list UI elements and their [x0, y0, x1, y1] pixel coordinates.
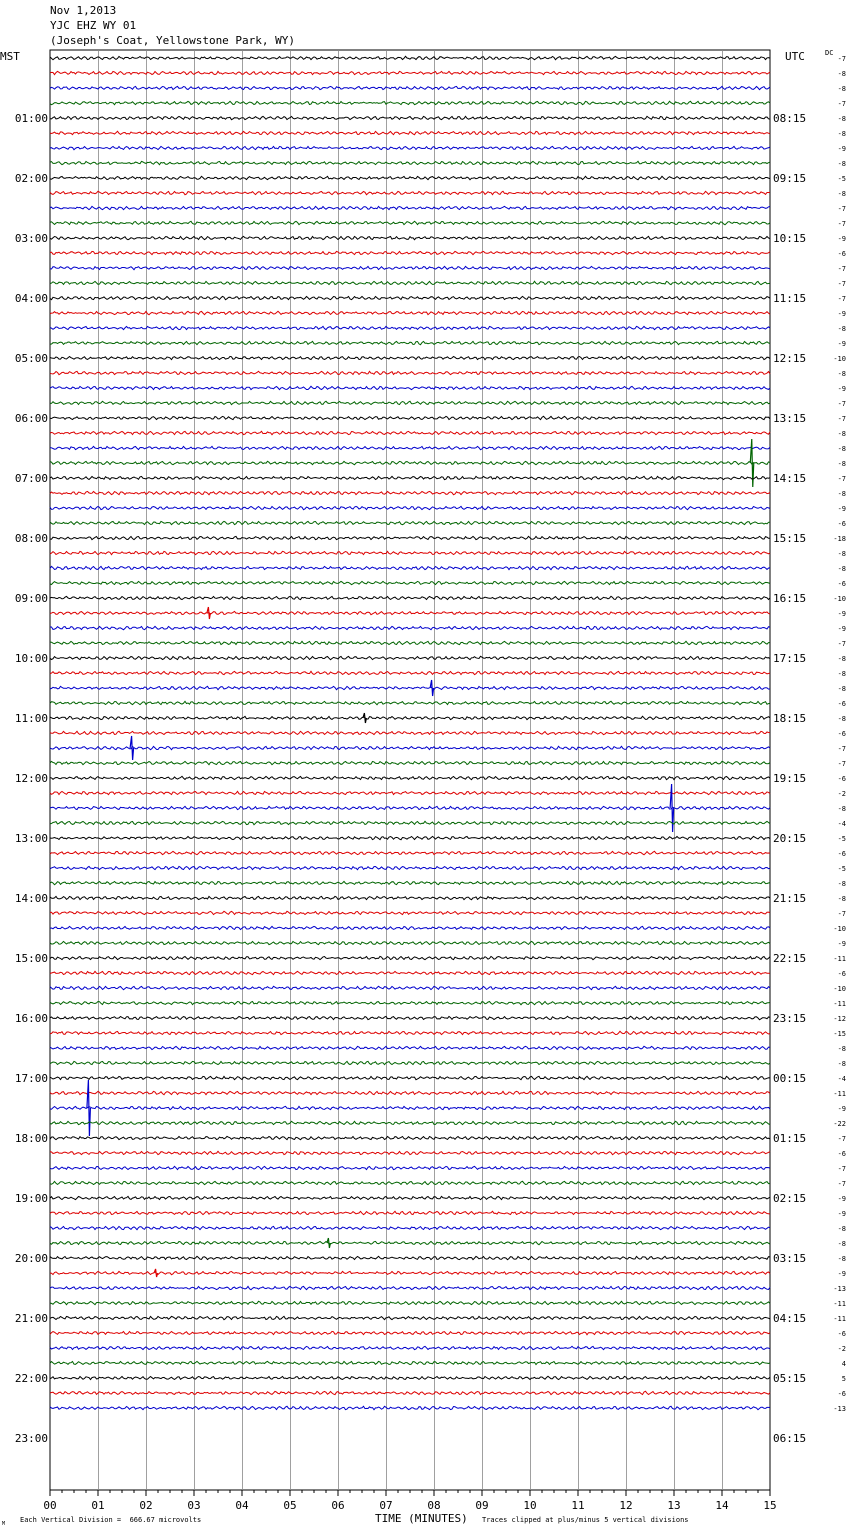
left-hour-label: 18:00 — [14, 1132, 48, 1145]
dc-offset-label: -9 — [837, 1270, 846, 1278]
right-hour-label: 12:15 — [773, 352, 807, 365]
right-hour-label: 18:15 — [773, 712, 807, 725]
event-spike — [363, 713, 367, 723]
trace-row — [50, 986, 770, 989]
trace-row — [50, 1316, 770, 1319]
dc-offset-label: -8 — [837, 460, 846, 468]
trace-row — [50, 1331, 770, 1334]
left-hour-label: 10:00 — [14, 652, 48, 665]
dc-offset-label: -9 — [837, 610, 846, 618]
dc-offset-label: -8 — [837, 490, 846, 498]
left-hour-label: 22:00 — [14, 1372, 48, 1385]
right-hour-label: 01:15 — [773, 1132, 807, 1145]
station-code: YJC EHZ WY 01 — [50, 19, 137, 32]
trace-row — [50, 671, 770, 674]
trace-row — [50, 1061, 770, 1064]
dc-offset-label: 4 — [841, 1360, 846, 1368]
right-hour-label: 23:15 — [773, 1012, 807, 1025]
dc-offset-label: -5 — [837, 835, 846, 843]
event-spike — [154, 1269, 158, 1277]
trace-row — [50, 821, 770, 824]
dc-offset-label: -2 — [837, 1345, 846, 1353]
trace-row — [50, 86, 770, 89]
dc-offset-label: 5 — [841, 1375, 846, 1383]
dc-offset-label: -6 — [837, 250, 846, 258]
trace-row — [50, 146, 770, 149]
dc-offset-label: -8 — [837, 895, 846, 903]
clip-note: Traces clipped at plus/minus 5 vertical divisions — [482, 1516, 689, 1524]
trace-row — [50, 371, 770, 374]
dc-offset-label: -6 — [837, 520, 846, 528]
dc-offset-label: -11 — [833, 1000, 846, 1008]
dc-offset-label: -7 — [837, 1180, 846, 1188]
trace-row — [50, 191, 770, 194]
dc-offset-label: -8 — [837, 1060, 846, 1068]
trace-row — [50, 941, 770, 944]
trace-row — [50, 1391, 770, 1394]
dc-offset-label: -7 — [837, 475, 846, 483]
trace-row — [50, 956, 770, 959]
x-tick-label: 00 — [43, 1499, 57, 1512]
trace-row — [50, 1136, 770, 1139]
x-tick-label: 01 — [91, 1499, 105, 1512]
scale-note: Each Vertical Division = 666.67 microvolts — [20, 1516, 202, 1524]
left-hour-label: 23:00 — [14, 1432, 48, 1445]
trace-row — [50, 1002, 770, 1005]
dc-offset-label: -9 — [837, 505, 846, 513]
dc-offset-label: -7 — [837, 910, 846, 918]
left-hour-label: 15:00 — [14, 952, 48, 965]
left-hour-label: 04:00 — [14, 292, 48, 305]
trace-row — [50, 176, 770, 179]
event-spike — [207, 607, 211, 619]
dc-offset-label: -9 — [837, 385, 846, 393]
dc-offset-label: -6 — [837, 580, 846, 588]
trace-row — [50, 71, 770, 74]
dc-offset-label: -10 — [833, 355, 846, 363]
x-tick-label: 13 — [667, 1499, 681, 1512]
trace-row — [50, 866, 770, 869]
left-hour-label: 01:00 — [14, 112, 48, 125]
dc-offset-label: -6 — [837, 1150, 846, 1158]
dc-offset-label: -10 — [833, 595, 846, 603]
trace-row — [50, 1346, 770, 1349]
dc-offset-label: -13 — [833, 1285, 846, 1293]
dc-offset-label: -6 — [837, 1390, 846, 1398]
left-hour-label: 02:00 — [14, 172, 48, 185]
dc-offset-label: -8 — [837, 685, 846, 693]
trace-row — [50, 446, 770, 449]
dc-offset-label: -9 — [837, 1105, 846, 1113]
trace-row — [50, 701, 770, 704]
trace-row — [50, 206, 770, 209]
right-hour-label: 09:15 — [773, 172, 807, 185]
dc-offset-header: DC — [825, 49, 834, 57]
dc-offset-label: -8 — [837, 85, 846, 93]
event-spike — [130, 736, 134, 760]
right-hour-label: 05:15 — [773, 1372, 807, 1385]
dc-offset-label: -22 — [833, 1120, 846, 1128]
right-hour-label: 04:15 — [773, 1312, 807, 1325]
trace-row — [50, 1241, 770, 1244]
dc-offset-label: -8 — [837, 550, 846, 558]
dc-offset-label: -10 — [833, 985, 846, 993]
dc-offset-label: -9 — [837, 625, 846, 633]
dc-offset-label: -5 — [837, 865, 846, 873]
x-tick-label: 12 — [619, 1499, 633, 1512]
trace-row — [50, 116, 770, 119]
trace-row — [50, 266, 770, 269]
dc-offset-label: -6 — [837, 970, 846, 978]
trace-row — [50, 596, 770, 599]
trace-row — [50, 161, 770, 164]
dc-offset-label: -7 — [837, 415, 846, 423]
left-timezone-label: MST — [0, 50, 20, 63]
dc-offset-label: -6 — [837, 730, 846, 738]
trace-row — [50, 101, 770, 104]
trace-row — [50, 791, 770, 794]
right-hour-label: 10:15 — [773, 232, 807, 245]
dc-offset-label: -11 — [833, 1090, 846, 1098]
left-hour-label: 07:00 — [14, 472, 48, 485]
dc-offset-label: -8 — [837, 715, 846, 723]
trace-row — [50, 1151, 770, 1154]
trace-row — [50, 431, 770, 434]
dc-offset-label: -7 — [837, 100, 846, 108]
dc-offset-label: -9 — [837, 1210, 846, 1218]
trace-row — [50, 581, 770, 584]
trace-row — [50, 1376, 770, 1379]
trace-row — [50, 566, 770, 569]
dc-offset-label: -6 — [837, 850, 846, 858]
trace-row — [50, 1256, 770, 1259]
dc-offset-label: -8 — [837, 1240, 846, 1248]
trace-row — [50, 521, 770, 524]
trace-row — [50, 1091, 770, 1094]
dc-offset-label: -9 — [837, 940, 846, 948]
left-hour-label: 17:00 — [14, 1072, 48, 1085]
corner-mark: M — [2, 1521, 6, 1527]
trace-row — [50, 1196, 770, 1199]
x-tick-label: 10 — [523, 1499, 537, 1512]
dc-offset-label: -8 — [837, 655, 846, 663]
dc-offset-label: -5 — [837, 175, 846, 183]
dc-offset-label: -7 — [837, 760, 846, 768]
right-hour-label: 08:15 — [773, 112, 807, 125]
station-location: (Joseph's Coat, Yellowstone Park, WY) — [50, 34, 296, 47]
trace-row — [50, 386, 770, 389]
trace-row — [50, 551, 770, 554]
trace-row — [50, 836, 770, 839]
dc-offset-label: -8 — [837, 670, 846, 678]
trace-row — [50, 296, 770, 299]
left-hour-label: 12:00 — [14, 772, 48, 785]
trace-row — [50, 776, 770, 779]
dc-offset-label: -8 — [837, 70, 846, 78]
x-tick-label: 04 — [235, 1499, 249, 1512]
dc-offset-label: -7 — [837, 1135, 846, 1143]
dc-offset-label: -8 — [837, 370, 846, 378]
trace-row — [50, 251, 770, 254]
dc-offset-label: -7 — [837, 280, 846, 288]
dc-offset-label: -9 — [837, 235, 846, 243]
left-hour-label: 19:00 — [14, 1192, 48, 1205]
trace-row — [50, 1286, 770, 1289]
left-hour-label: 13:00 — [14, 832, 48, 845]
dc-offset-label: -7 — [837, 400, 846, 408]
trace-row — [50, 1271, 770, 1274]
trace-row — [50, 881, 770, 884]
plot-date: Nov 1,2013 — [50, 4, 117, 17]
left-hour-label: 11:00 — [14, 712, 48, 725]
left-hour-label: 21:00 — [14, 1312, 48, 1325]
dc-offset-label: -7 — [837, 220, 846, 228]
trace-row — [50, 461, 770, 464]
right-timezone-label: UTC — [785, 50, 805, 63]
trace-row — [50, 1076, 770, 1079]
left-hour-label: 09:00 — [14, 592, 48, 605]
dc-offset-label: -7 — [837, 55, 846, 63]
trace-row — [50, 896, 770, 899]
dc-offset-label: -8 — [837, 325, 846, 333]
right-hour-label: 11:15 — [773, 292, 807, 305]
trace-row — [50, 506, 770, 509]
left-hour-label: 08:00 — [14, 532, 48, 545]
trace-row — [50, 851, 770, 854]
trace-row — [50, 926, 770, 929]
right-hour-label: 15:15 — [773, 532, 807, 545]
dc-offset-label: -9 — [837, 1195, 846, 1203]
trace-row — [50, 221, 770, 224]
trace-row — [50, 1166, 770, 1169]
right-hour-label: 20:15 — [773, 832, 807, 845]
trace-row — [50, 911, 770, 914]
left-hour-label: 14:00 — [14, 892, 48, 905]
dc-offset-label: -9 — [837, 145, 846, 153]
trace-row — [50, 326, 770, 329]
trace-row — [50, 356, 770, 359]
dc-offset-label: -7 — [837, 265, 846, 273]
dc-offset-label: -9 — [837, 340, 846, 348]
trace-row — [50, 1211, 770, 1214]
trace-row — [50, 641, 770, 644]
dc-offset-label: -7 — [837, 295, 846, 303]
dc-offset-label: -2 — [837, 790, 846, 798]
x-tick-label: 11 — [571, 1499, 585, 1512]
dc-offset-label: -8 — [837, 115, 846, 123]
right-hour-label: 13:15 — [773, 412, 807, 425]
trace-row — [50, 56, 770, 59]
dc-offset-label: -7 — [837, 1165, 846, 1173]
dc-offset-label: -9 — [837, 310, 846, 318]
trace-row — [50, 1016, 770, 1019]
trace-row — [50, 611, 770, 614]
dc-offset-label: -8 — [837, 565, 846, 573]
right-hour-label: 22:15 — [773, 952, 807, 965]
trace-row — [50, 746, 770, 749]
dc-offset-label: -8 — [837, 805, 846, 813]
trace-row — [50, 1181, 770, 1184]
dc-offset-label: -6 — [837, 775, 846, 783]
trace-row — [50, 1121, 770, 1124]
dc-offset-label: -7 — [837, 745, 846, 753]
dc-offset-label: -6 — [837, 1330, 846, 1338]
dc-offset-label: -8 — [837, 1255, 846, 1263]
dc-offset-label: -13 — [833, 1405, 846, 1413]
x-tick-label: 02 — [139, 1499, 153, 1512]
dc-offset-label: -8 — [837, 130, 846, 138]
trace-row — [50, 686, 770, 689]
trace-row — [50, 1406, 770, 1409]
trace-row — [50, 311, 770, 314]
left-hour-label: 03:00 — [14, 232, 48, 245]
trace-row — [50, 806, 770, 809]
event-spike — [430, 680, 434, 696]
dc-offset-label: -11 — [833, 955, 846, 963]
trace-row — [50, 1106, 770, 1109]
trace-row — [50, 656, 770, 659]
event-spike — [87, 1080, 91, 1136]
dc-offset-label: -8 — [837, 160, 846, 168]
trace-row — [50, 416, 770, 419]
x-tick-label: 14 — [715, 1499, 729, 1512]
dc-offset-label: -18 — [833, 535, 846, 543]
x-tick-label: 07 — [379, 1499, 393, 1512]
trace-row — [50, 131, 770, 134]
dc-offset-label: -7 — [837, 205, 846, 213]
trace-row — [50, 401, 770, 404]
dc-offset-label: -6 — [837, 700, 846, 708]
left-hour-label: 20:00 — [14, 1252, 48, 1265]
event-spike — [750, 439, 754, 487]
right-hour-label: 21:15 — [773, 892, 807, 905]
trace-row — [50, 341, 770, 344]
right-hour-label: 19:15 — [773, 772, 807, 785]
x-tick-label: 05 — [283, 1499, 297, 1512]
dc-offset-label: -4 — [837, 1075, 846, 1083]
dc-offset-label: -8 — [837, 1225, 846, 1233]
left-hour-label: 06:00 — [14, 412, 48, 425]
trace-row — [50, 491, 770, 494]
x-tick-label: 15 — [763, 1499, 777, 1512]
trace-row — [50, 1361, 770, 1364]
event-spike — [670, 784, 674, 832]
left-hour-label: 16:00 — [14, 1012, 48, 1025]
right-hour-label: 02:15 — [773, 1192, 807, 1205]
dc-offset-label: -8 — [837, 880, 846, 888]
trace-row — [50, 476, 770, 479]
trace-row — [50, 761, 770, 764]
right-hour-label: 06:15 — [773, 1432, 807, 1445]
right-hour-label: 03:15 — [773, 1252, 807, 1265]
right-hour-label: 14:15 — [773, 472, 807, 485]
dc-offset-label: -4 — [837, 820, 846, 828]
trace-row — [50, 731, 770, 734]
trace-row — [50, 1226, 770, 1229]
trace-row — [50, 626, 770, 629]
x-tick-label: 03 — [187, 1499, 201, 1512]
dc-offset-label: -10 — [833, 925, 846, 933]
x-tick-label: 08 — [427, 1499, 441, 1512]
trace-row — [50, 236, 770, 239]
dc-offset-label: -8 — [837, 445, 846, 453]
event-spike — [327, 1238, 331, 1248]
trace-row — [50, 1046, 770, 1049]
dc-offset-label: -7 — [837, 640, 846, 648]
trace-row — [50, 1301, 770, 1304]
x-axis-title: TIME (MINUTES) — [375, 1512, 468, 1525]
left-hour-label: 05:00 — [14, 352, 48, 365]
dc-offset-label: -15 — [833, 1030, 846, 1038]
trace-row — [50, 1031, 770, 1034]
x-tick-label: 06 — [331, 1499, 345, 1512]
right-hour-label: 00:15 — [773, 1072, 807, 1085]
right-hour-label: 16:15 — [773, 592, 807, 605]
trace-row — [50, 536, 770, 539]
dc-offset-label: -11 — [833, 1315, 846, 1323]
dc-offset-label: -12 — [833, 1015, 846, 1023]
trace-row — [50, 281, 770, 284]
dc-offset-label: -8 — [837, 190, 846, 198]
trace-row — [50, 971, 770, 974]
dc-offset-label: -11 — [833, 1300, 846, 1308]
trace-row — [50, 716, 770, 719]
right-hour-label: 17:15 — [773, 652, 807, 665]
dc-offset-label: -8 — [837, 1045, 846, 1053]
x-tick-label: 09 — [475, 1499, 489, 1512]
dc-offset-label: -8 — [837, 430, 846, 438]
